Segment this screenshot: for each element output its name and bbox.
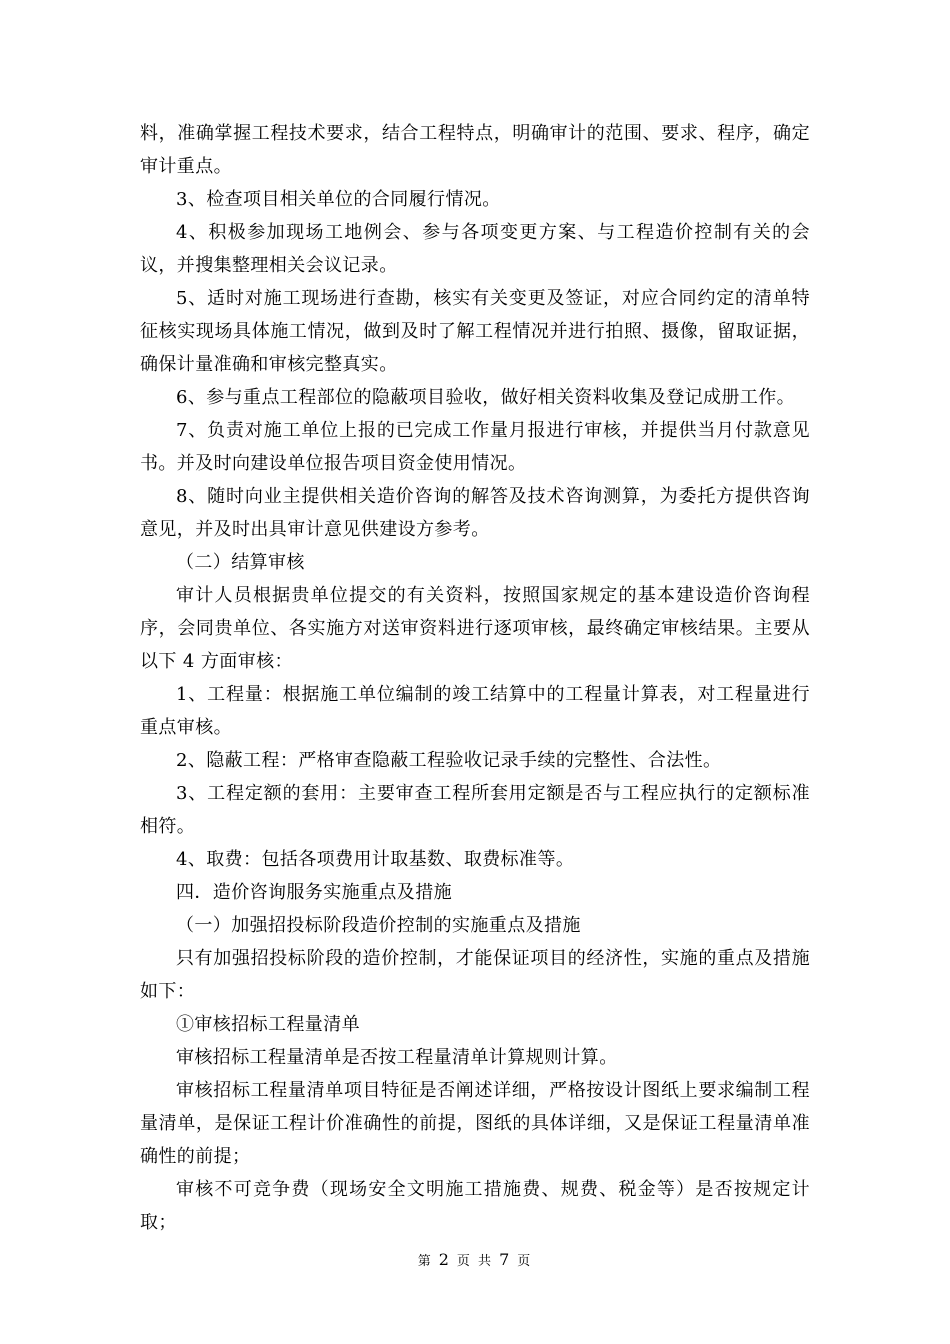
paragraph: 审核不可竞争费（现场安全文明施工措施费、规费、税金等）是否按规定计取； bbox=[140, 1179, 810, 1233]
total-pages-number: 7 bbox=[499, 1250, 512, 1269]
footer-prefix: 第 bbox=[417, 1254, 433, 1269]
section-heading: （二）结算审核 bbox=[176, 552, 305, 573]
paragraph: 2、隐蔽工程：严格审查隐蔽工程验收记录手续的完整性、合法性。 bbox=[176, 750, 722, 771]
paragraph: 1、工程量：根据施工单位编制的竣工结算中的工程量计算表，对工程量进行重点审核。 bbox=[140, 684, 810, 738]
paragraph: 7、负责对施工单位上报的已完成工作量月报进行审核，并提供当月付款意见书。并及时向建设单位报告项目资金使用情况。 bbox=[140, 420, 810, 474]
paragraph: 只有加强招投标阶段的造价控制，才能保证项目的经济性，实施的重点及措施如下： bbox=[140, 948, 810, 1002]
paragraph: 3、检查项目相关单位的合同履行情况。 bbox=[176, 189, 501, 210]
page-footer bbox=[0, 1250, 950, 1269]
document-body bbox=[140, 117, 810, 1239]
paragraph: 料，准确掌握工程技术要求，结合工程特点，明确审计的范围、要求、程序，确定审计重点。 bbox=[140, 123, 810, 177]
paragraph: 审计人员根据贵单位提交的有关资料，按照国家规定的基本建设造价咨询程序，会同贵单位、各实施方对送审资料进行逐项审核，最终确定审核结果。主要从以下 4 方面审核： bbox=[140, 585, 810, 672]
paragraph: 8、随时向业主提供相关造价咨询的解答及技术咨询测算，为委托方提供咨询意见，并及时出具审计意见供建设方参考。 bbox=[140, 486, 810, 540]
current-page-number: 2 bbox=[438, 1250, 451, 1269]
section-heading: 四．造价咨询服务实施重点及措施 bbox=[176, 882, 452, 903]
footer-middle: 页 共 bbox=[456, 1254, 494, 1269]
footer-suffix: 页 bbox=[517, 1254, 533, 1269]
paragraph: 6、参与重点工程部位的隐蔽项目验收，做好相关资料收集及登记成册工作。 bbox=[176, 387, 796, 408]
paragraph: 4、取费：包括各项费用计取基数、取费标准等。 bbox=[176, 849, 575, 870]
paragraph: 审核招标工程量清单是否按工程量清单计算规则计算。 bbox=[176, 1047, 618, 1068]
section-heading: ①审核招标工程量清单 bbox=[176, 1014, 360, 1035]
paragraph: 4、积极参加现场工地例会、参与各项变更方案、与工程造价控制有关的会议，并搜集整理相关会议记录。 bbox=[140, 222, 810, 276]
paragraph: 5、适时对施工现场进行查勘，核实有关变更及签证，对应合同约定的清单特征核实现场具体施工情况，做到及时了解工程情况并进行拍照、摄像，留取证据，确保计量准确和审核完整真实。 bbox=[140, 288, 810, 375]
paragraph: 3、工程定额的套用：主要审查工程所套用定额是否与工程应执行的定额标准相符。 bbox=[140, 783, 810, 837]
section-heading: （一）加强招投标阶段造价控制的实施重点及措施 bbox=[176, 915, 581, 936]
paragraph: 审核招标工程量清单项目特征是否阐述详细，严格按设计图纸上要求编制工程量清单，是保证工程计价准确性的前提，图纸的具体详细，又是保证工程量清单准确性的前提； bbox=[140, 1080, 810, 1167]
